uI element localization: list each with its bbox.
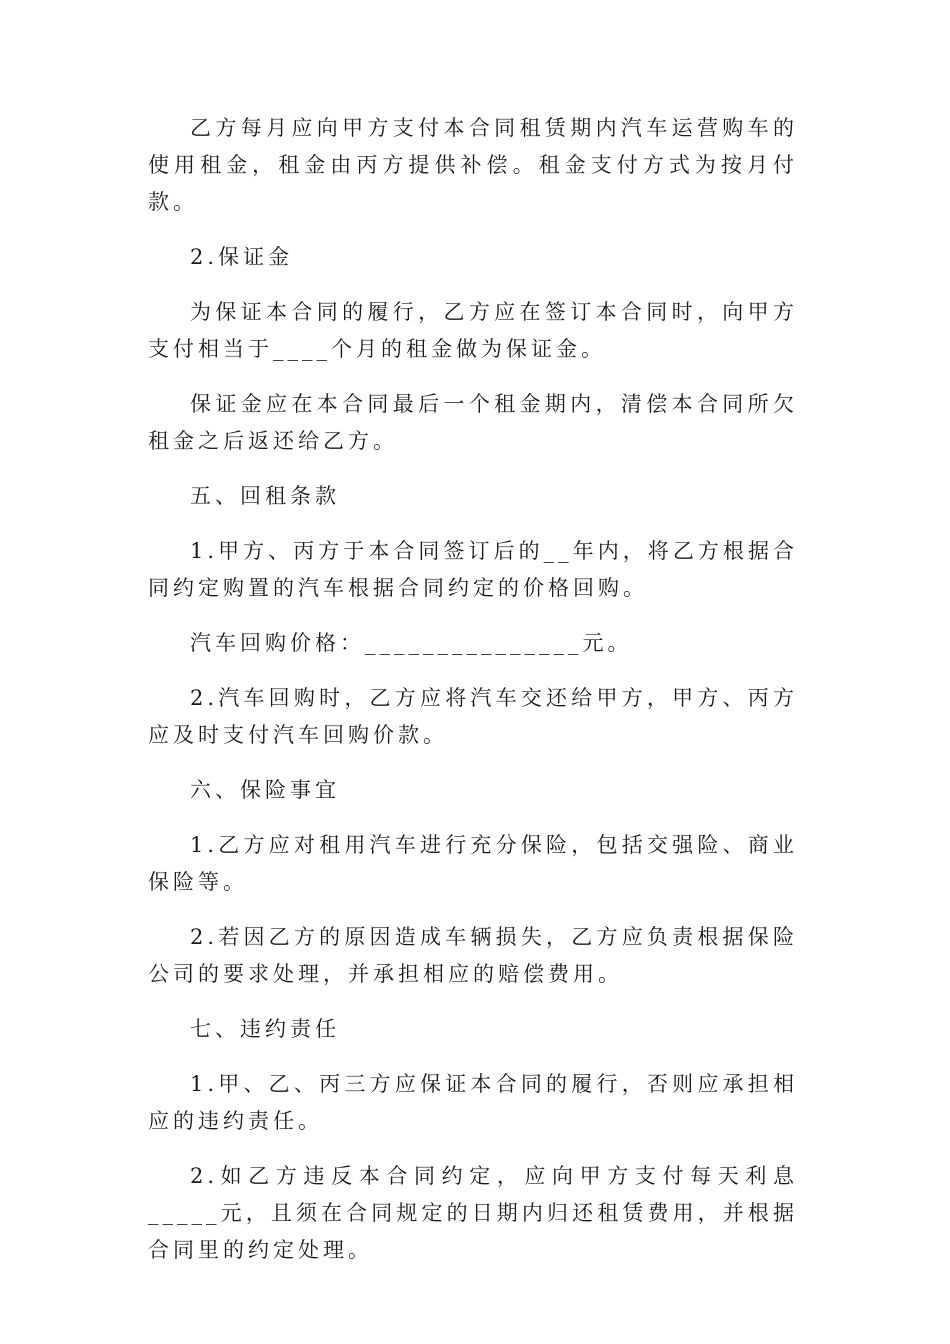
paragraph-rent-payment: 乙方每月应向甲方支付本合同租赁期内汽车运营购车的使用租金，租金由丙方提供补偿。租金支付方式为按月付款。: [148, 116, 798, 214]
section-heading-breach: 七、违约责任: [190, 1017, 340, 1041]
section-heading-insurance: 六、保险事宜: [190, 778, 340, 802]
paragraph-insurance-coverage: 1.乙方应对租用汽车进行充分保险，包括交强险、商业保险等。: [148, 833, 798, 894]
paragraph-deposit-return: 保证金应在本合同最后一个租金期内，清偿本合同所欠租金之后返还给乙方。: [148, 392, 798, 453]
paragraph-deposit-amount: 为保证本合同的履行，乙方应在签订本合同时，向甲方支付相当于____个月的租金做为保证金。: [148, 300, 798, 361]
paragraph-insurance-loss: 2.若因乙方的原因造成车辆损失，乙方应负责根据保险公司的要求处理，并承担相应的赔偿费用。: [148, 925, 798, 986]
paragraph-breach-interest: 2.如乙方违反本合同约定，应向甲方支付每天利息_____元，且须在合同规定的日期内归还租赁费用，并根据合同里的约定处理。: [148, 1164, 798, 1262]
paragraph-buyback-term: 1.甲方、丙方于本合同签订后的__年内，将乙方根据合同约定购置的汽车根据合同约定的价格回购。: [148, 539, 798, 600]
document-body: [148, 110, 798, 1287]
paragraph-buyback-delivery: 2.汽车回购时，乙方应将汽车交还给甲方，甲方、丙方应及时支付汽车回购价款。: [148, 686, 798, 747]
heading-deposit: 2.保证金: [190, 245, 294, 269]
paragraph-buyback-price: 汽车回购价格：_______________元。: [190, 631, 633, 655]
section-heading-buyback: 五、回租条款: [190, 484, 340, 508]
paragraph-breach-liability: 1.甲、乙、丙三方应保证本合同的履行，否则应承担相应的违约责任。: [148, 1072, 798, 1133]
